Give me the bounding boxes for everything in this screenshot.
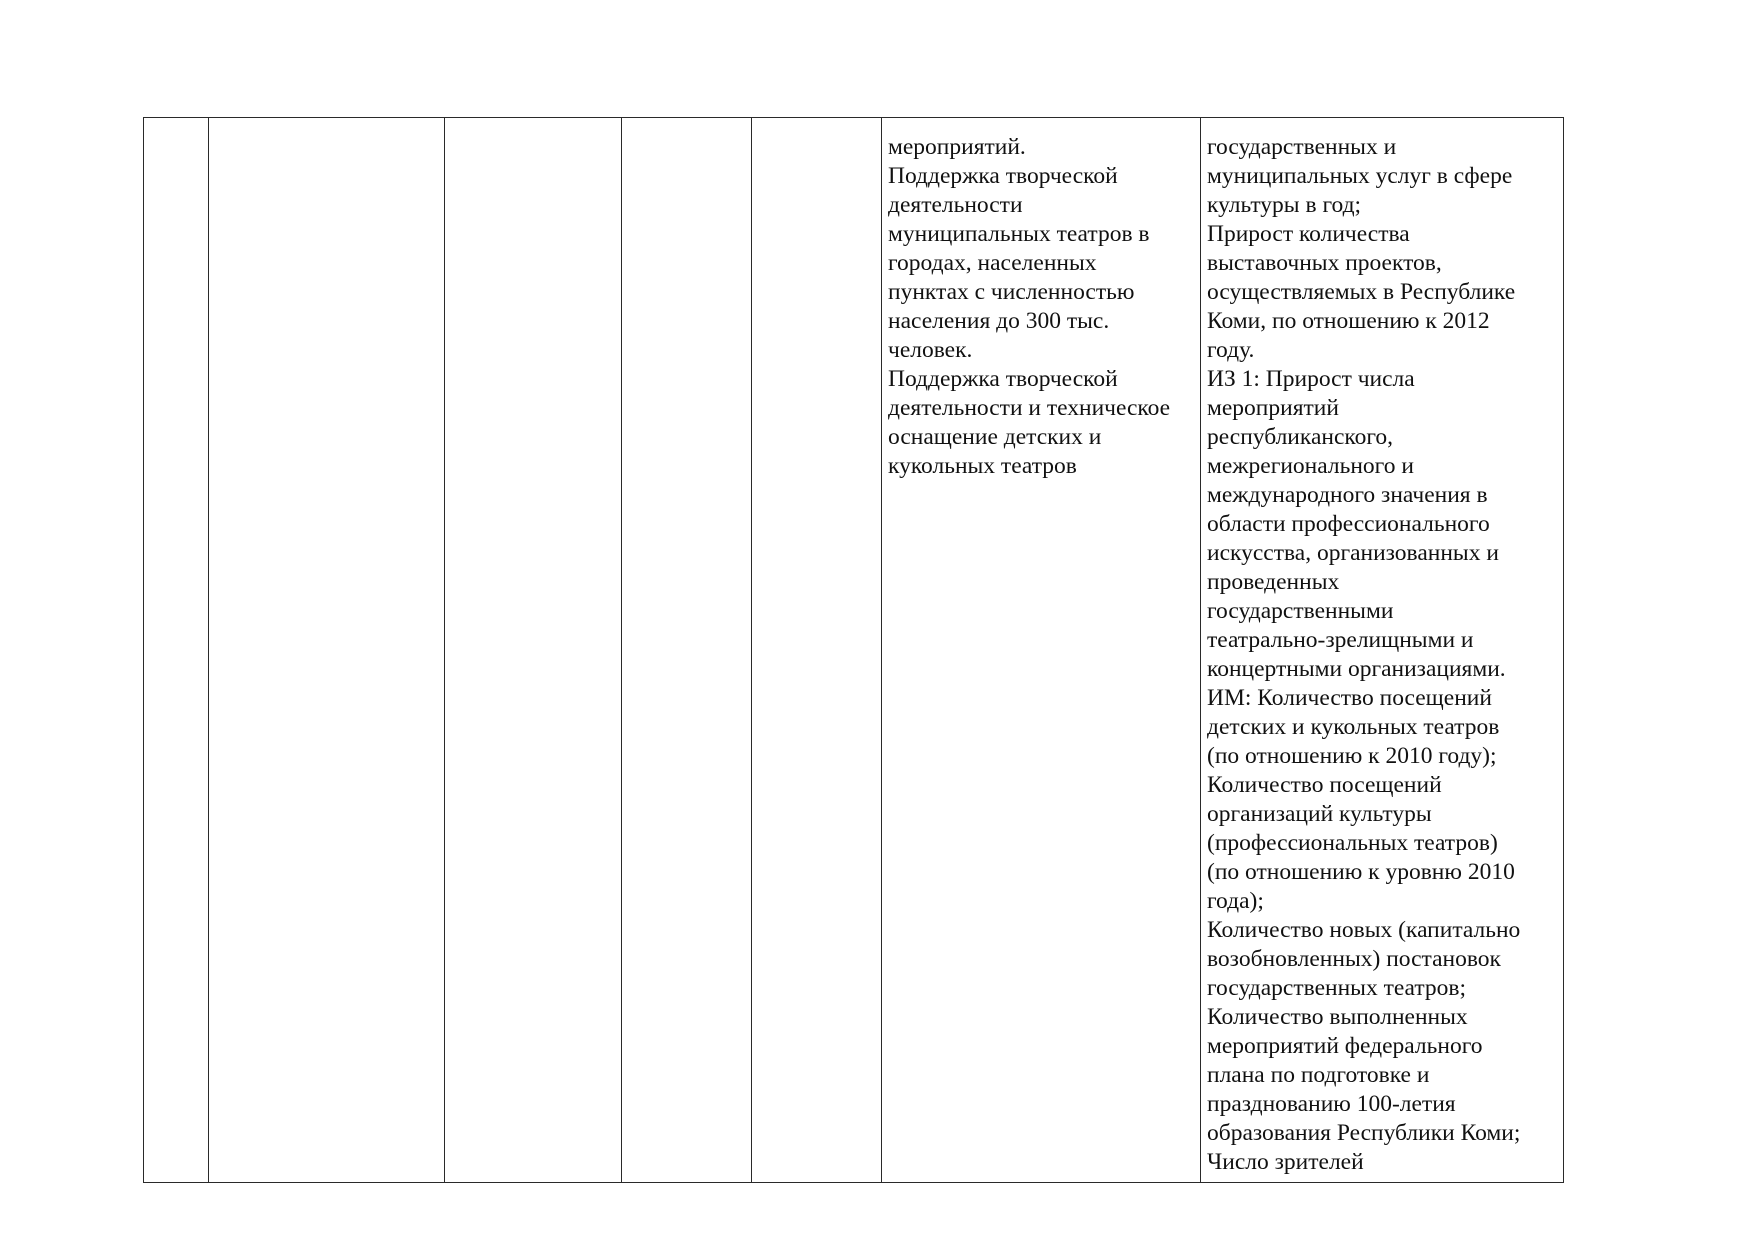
text-line: возобновленных) постановок — [1207, 946, 1501, 972]
text-line: образования Республики Коми; — [1207, 1120, 1521, 1146]
text-line: муниципальных услуг в сфере — [1207, 163, 1513, 189]
text-line: республиканского, — [1207, 424, 1394, 450]
text-line: области профессионального — [1207, 511, 1490, 537]
text-line: ИМ: Количество посещений — [1207, 685, 1492, 711]
cell-name-text — [209, 118, 444, 133]
table-cell-activities — [882, 118, 1201, 1183]
text-line: Поддержка творческой — [888, 163, 1118, 189]
text-line: государственных и — [1207, 134, 1397, 160]
text-line: Число зрителей — [1207, 1149, 1364, 1175]
text-line: мероприятий федерального — [1207, 1033, 1483, 1059]
text-line: празднованию 100-летия — [1207, 1091, 1456, 1117]
text-line: населения до 300 тыс. — [888, 308, 1110, 334]
text-line: театрально-зрелищными и — [1207, 627, 1474, 653]
cell-number-text — [144, 118, 208, 133]
text-line: государственных театров; — [1207, 975, 1467, 1001]
text-line: деятельности — [888, 192, 1023, 218]
text-line: муниципальных театров в — [888, 221, 1150, 247]
text-line: осуществляемых в Республике — [1207, 279, 1516, 305]
text-line: Количество выполненных — [1207, 1004, 1468, 1030]
text-line: человек. — [888, 337, 973, 363]
text-line: международного значения в — [1207, 482, 1488, 508]
text-line: концертными организациями. — [1207, 656, 1506, 682]
text-line: организаций культуры — [1207, 801, 1432, 827]
text-line: государственными — [1207, 598, 1394, 624]
text-line: (по отношению к уровню 2010 — [1207, 859, 1515, 885]
text-line: городах, населенных — [888, 250, 1097, 276]
text-line: искусства, организованных и — [1207, 540, 1499, 566]
activities-text — [882, 118, 1200, 481]
text-line: выставочных проектов, — [1207, 250, 1442, 276]
table-row — [144, 118, 1564, 1183]
table-cell-indicators — [1201, 118, 1564, 1183]
cell-executor-text — [445, 118, 621, 133]
text-line: Прирост количества — [1207, 221, 1410, 247]
text-line: кукольных театров — [888, 453, 1077, 479]
table-cell-number — [144, 118, 209, 1183]
text-line: мероприятий. — [888, 134, 1026, 160]
text-line: года); — [1207, 888, 1264, 914]
text-line: Количество посещений — [1207, 772, 1442, 798]
text-line: плана по подготовке и — [1207, 1062, 1430, 1088]
text-line: ИЗ 1: Прирост числа — [1207, 366, 1415, 392]
text-line: межрегионального и — [1207, 453, 1414, 479]
text-line: (профессиональных театров) — [1207, 830, 1498, 856]
table-cell-name — [209, 118, 445, 1183]
text-line: пунктах с численностью — [888, 279, 1135, 305]
text-line: (по отношению к 2010 году); — [1207, 743, 1497, 769]
table-cell-start — [622, 118, 752, 1183]
table-cell-end — [752, 118, 882, 1183]
text-line: культуры в год; — [1207, 192, 1362, 218]
text-line: Коми, по отношению к 2012 — [1207, 308, 1490, 334]
text-line: Количество новых (капитально — [1207, 917, 1521, 943]
text-line: детских и кукольных театров — [1207, 714, 1500, 740]
text-line: проведенных — [1207, 569, 1340, 595]
text-line: Поддержка творческой — [888, 366, 1118, 392]
text-line: мероприятий — [1207, 395, 1339, 421]
text-line: оснащение детских и — [888, 424, 1102, 450]
cell-start-text — [622, 118, 751, 133]
indicators-text — [1201, 118, 1563, 1177]
text-line: деятельности и техническое — [888, 395, 1171, 421]
cell-end-text — [752, 118, 881, 133]
program-table — [143, 117, 1564, 1183]
table-cell-executor — [445, 118, 622, 1183]
text-line: году. — [1207, 337, 1255, 363]
